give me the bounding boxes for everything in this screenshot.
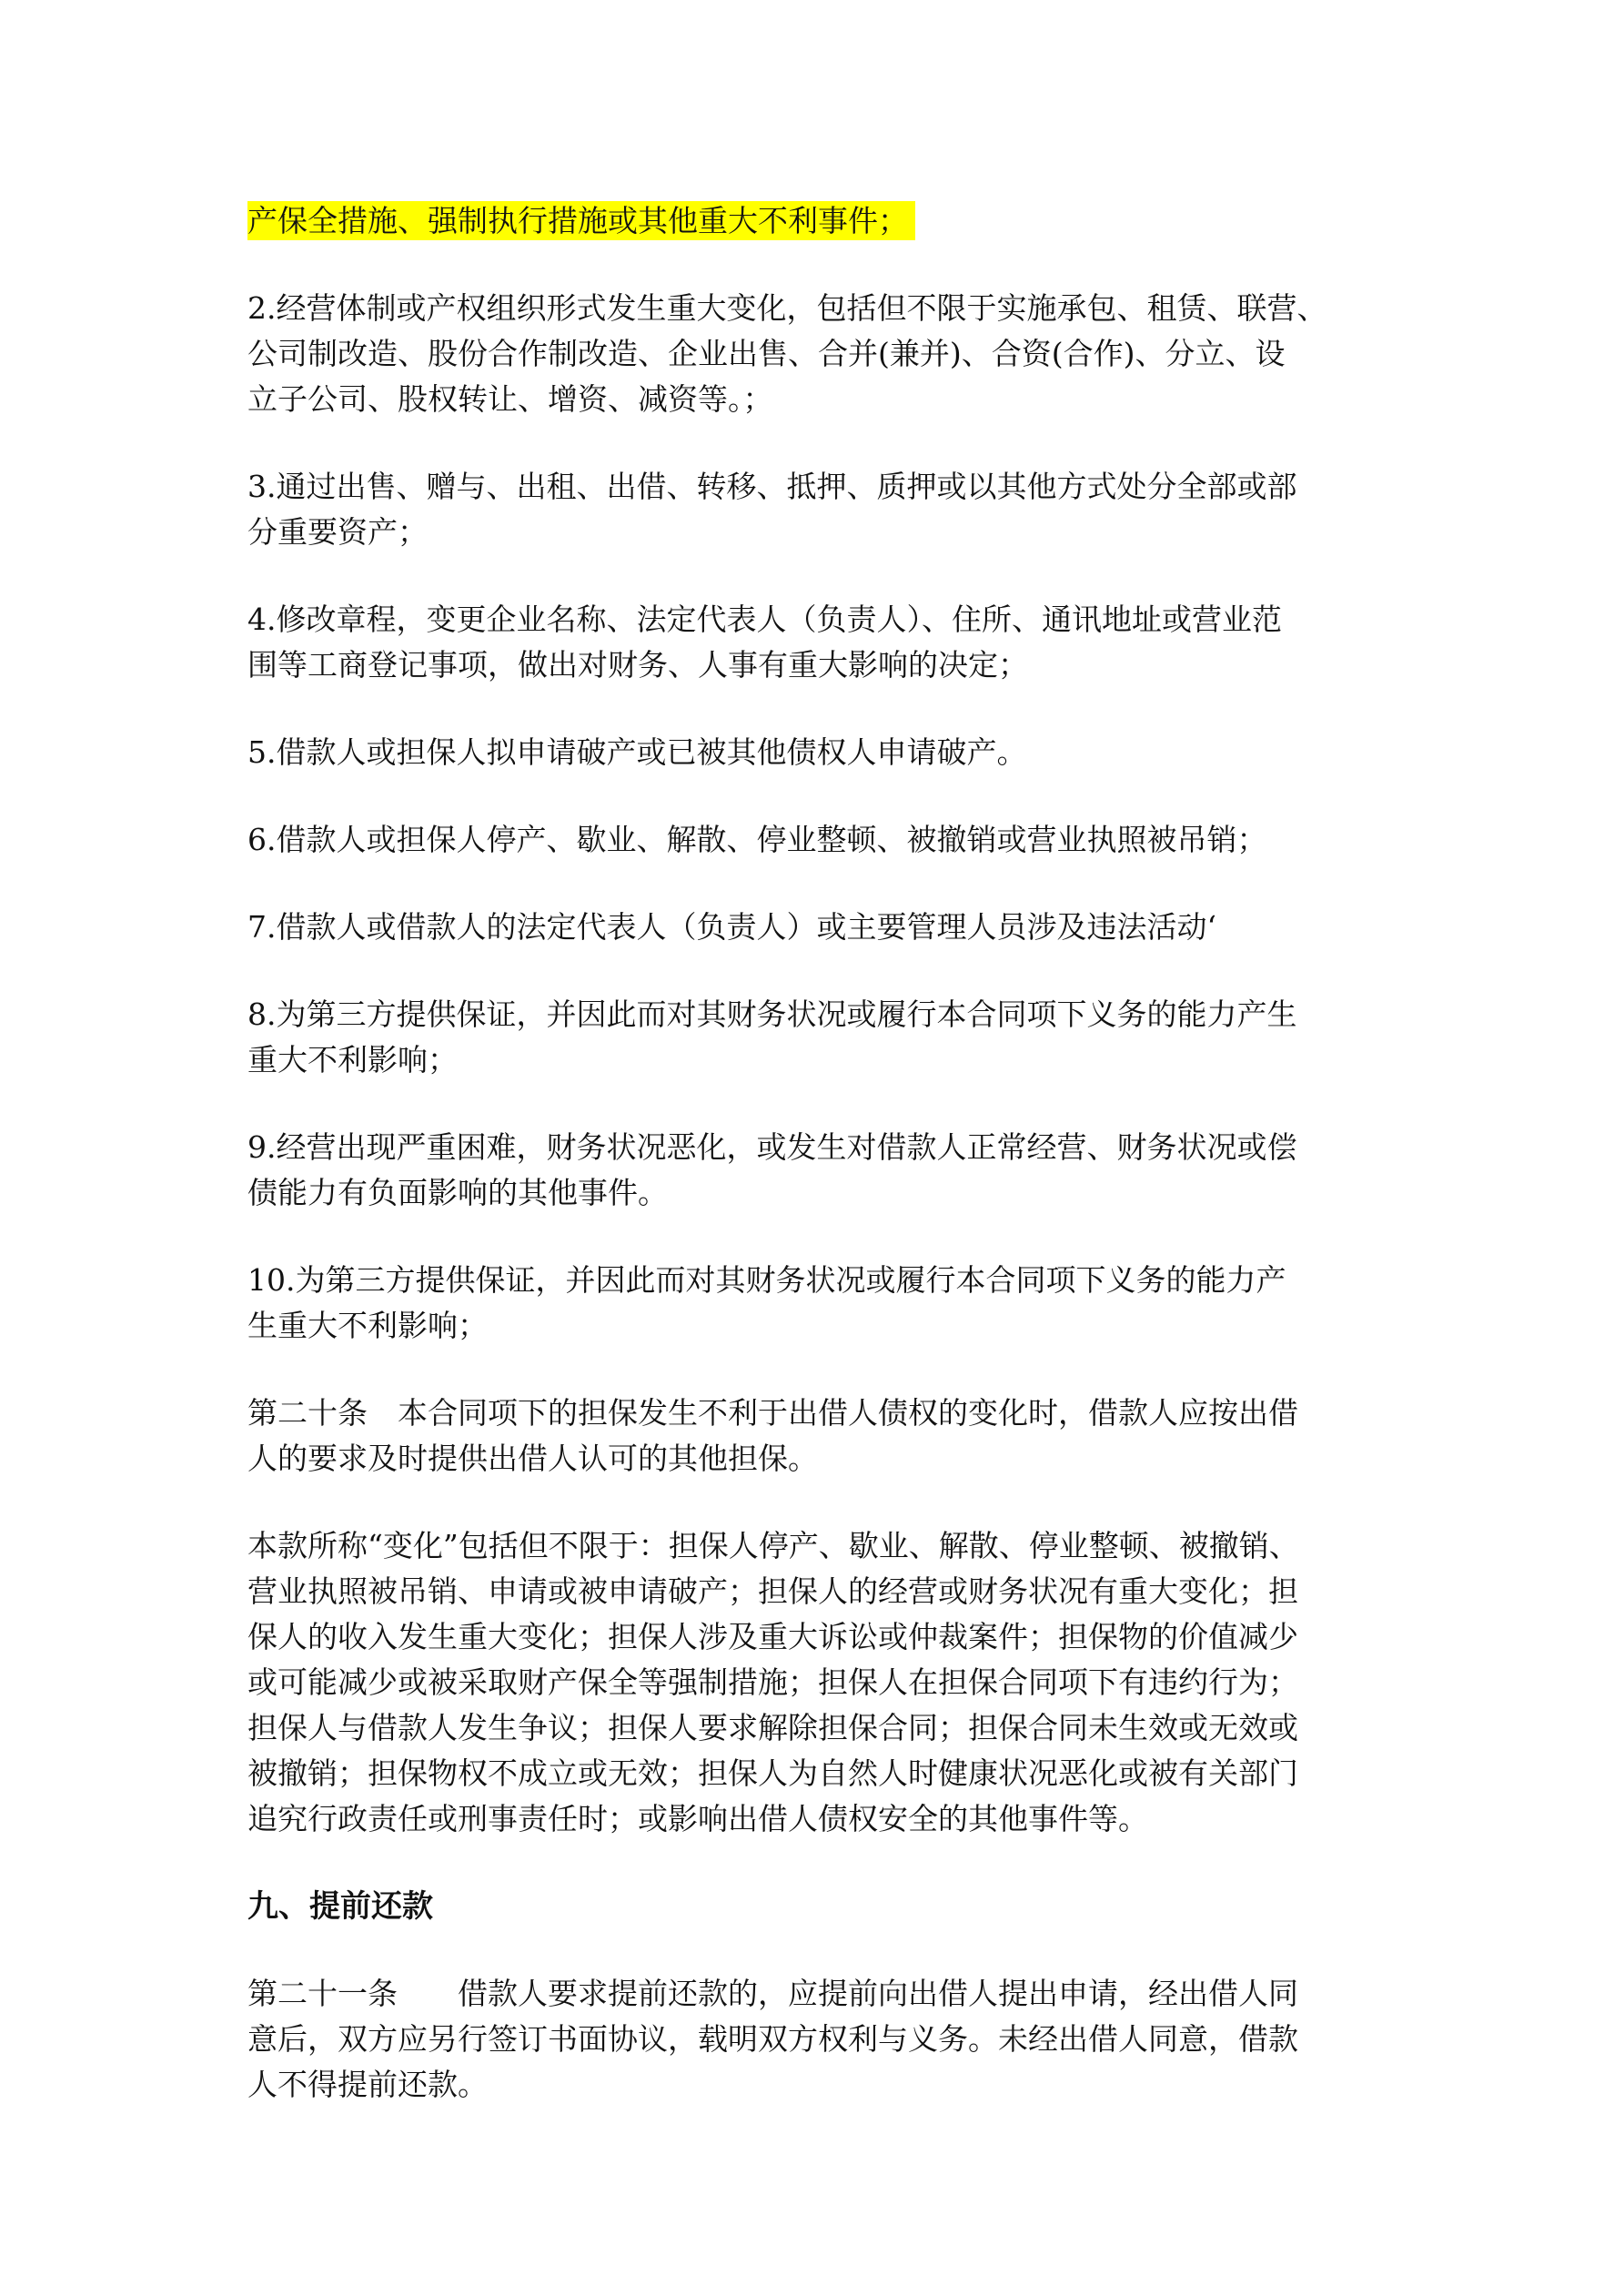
list-item-6: 6.借款人或担保人停产、歇业、解散、停业整顿、被撤销或营业执照被吊销； <box>247 822 1267 857</box>
article-20: 第二十条 本合同项下的担保发生不利于出借人债权的变化时，借款人应按出借 人的要求及时提供出借人认可的其他担保。 <box>247 1395 1298 1476</box>
list-item-2: 2.经营体制或产权组织形式发生重大变化，包括但不限于实施承包、租赁、联营、 公司制改造、股份合作制改造、企业出售、合并(兼并)、合资(合作)、分立、设 立子公司、股权转让、增资、减资等。； <box>247 290 1327 417</box>
list-item-8: 8.为第三方提供保证，并因此而对其财务状况或履行本合同项下义务的能力产生 重大不利影响； <box>247 996 1297 1077</box>
section-heading-prepayment: 九、提前还款 <box>247 1888 433 1925</box>
paragraph-continued-highlighted <box>247 198 1385 244</box>
list-item-10: 10.为第三方提供保证，并因此而对其财务状况或履行本合同项下义务的能力产 生重大不利影响； <box>247 1262 1286 1343</box>
list-item-9: 9.经营出现严重困难，财务状况恶化，或发生对借款人正常经营、财务状况或偿 债能力有负面影响的其他事件。 <box>247 1129 1297 1210</box>
document-page <box>247 198 1385 2149</box>
list-item-4: 4.修改章程，变更企业名称、法定代表人（负责人）、住所、通讯地址或营业范 围等工商登记事项，做出对财务、人事有重大影响的决定； <box>247 602 1282 683</box>
list-item-3: 3.通过出售、赠与、出租、出借、转移、抵押、质押或以其他方式处分全部或部 分重要资产； <box>247 469 1297 550</box>
list-item-7: 7.借款人或借款人的法定代表人（负责人）或主要管理人员涉及违法活动‘ <box>247 909 1216 945</box>
article-21: 第二十一条 借款人要求提前还款的，应提前向出借人提出申请，经出借人同 意后，双方应另行签订书面协议，载明双方权利与义务。未经出借人同意，借款 人不得提前还款。 <box>247 1976 1298 2102</box>
list-item-5: 5.借款人或担保人拟申请破产或已被其他债权人申请破产。 <box>247 734 1027 770</box>
highlighted-text: 产保全措施、强制执行措施或其他重大不利事件； <box>247 201 915 240</box>
article-20-definition: 本款所称“变化”包括但不限于：担保人停产、歇业、解散、停业整顿、被撤销、 营业执照被吊销、申请或被申请破产；担保人的经营或财务状况有重大变化；担 保人的收入发生重大变化；担保人涉及重大诉讼或仲裁案件；担保物的价值减少 或可能减少或被采取财产保全等强制措施；担保人在担保合同项下有违约行为； 担保人与借款人发生争议；担保人要求解除担保合同；担保合同未生效或无效或 被撤销；担保物权不成立或无效；担保人为自然人时健康状况恶化或被有关部门 追究行政责任或刑事责任时；或影响出借人债权安全的其他事件等。 <box>247 1528 1299 1836</box>
